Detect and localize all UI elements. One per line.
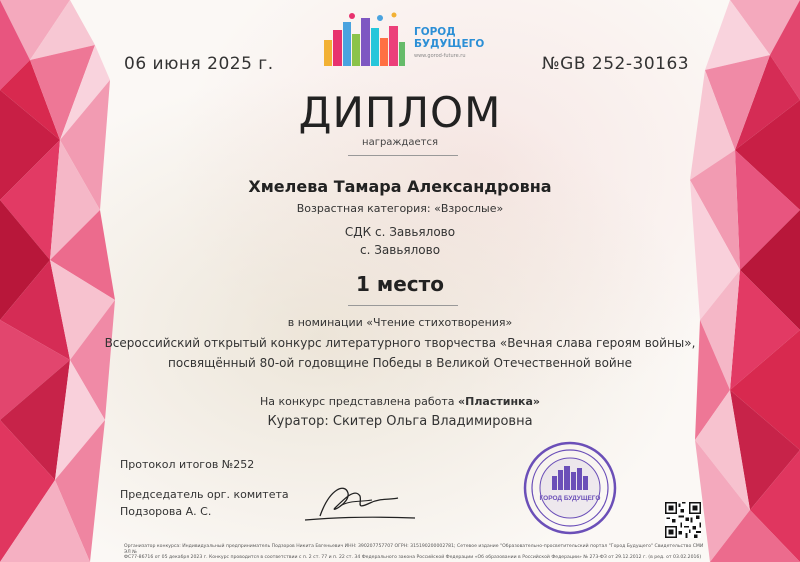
submitted-work-prefix: На конкурс представлена работа — [259, 395, 459, 408]
curator: Куратор: Скитер Ольга Владимировна — [267, 414, 533, 429]
divider-middle — [348, 305, 458, 306]
diploma-number: №GB 252-30163 — [542, 54, 690, 74]
qr-code-icon — [665, 502, 701, 538]
chair-label: Председатель орг. комитета — [120, 488, 289, 501]
divider-top — [348, 155, 458, 156]
contest-title-line2: посвящённый 80-ой годовщине Победы в Великой Отечественной войне — [168, 356, 632, 370]
recipient-name: Хмелева Тамара Александровна — [248, 177, 552, 196]
submitted-work — [0, 395, 800, 408]
contest-title-line1: Всероссийский открытый конкурс литературного творчества «Вечная слава героям войны», — [104, 336, 696, 350]
issue-date: 06 июня 2025 г. — [124, 54, 274, 74]
footer-organizer-info: Организатор конкурса: Индивидуальный предприниматель Подзоров Никита Евгеньевич ИНН: 390207757707 ОГРН: 315190200002781; Сетевое издание "Образовательно-просветительский портал "Город Будущего" Свидетельство СМИ ЭЛ № — [124, 544, 704, 555]
age-category: Возрастная категория: «Взрослые» — [296, 202, 504, 215]
awarded-caption: награждается — [362, 137, 438, 148]
location: с. Завьялово — [359, 243, 441, 257]
stamp-text: ГОРОД БУДУЩЕГО — [539, 495, 601, 502]
place-award: 1 место — [356, 272, 444, 296]
protocol-number: Протокол итогов №252 — [120, 458, 255, 471]
diploma-title: ДИПЛОМ — [298, 88, 502, 137]
organization: СДК с. Завьялово — [344, 225, 456, 239]
logo-wordmark: ГОРОД БУДУЩЕГО — [414, 26, 485, 50]
signature-icon — [300, 478, 420, 528]
logo-url: www.gorod-future.ru — [414, 53, 466, 59]
organization-stamp-icon — [522, 440, 618, 536]
nomination: в номинации «Чтение стихотворения» — [287, 316, 513, 329]
footer-legal-info: ФС77-86716 от 05 декабря 2023 г. Конкурс проводится в соответствии с п. 2 ст. 77 и п. 22 ст. 34 Федерального закона Российской Федерации «Об образовании в Российской Федерации» № 273-ФЗ от 29.12.2012 г. (в ред. от 03.02.2016) — [124, 555, 702, 560]
chair-name: Подзорова А. С. — [120, 505, 212, 518]
submitted-work-title: «Пластинка» — [458, 395, 541, 408]
